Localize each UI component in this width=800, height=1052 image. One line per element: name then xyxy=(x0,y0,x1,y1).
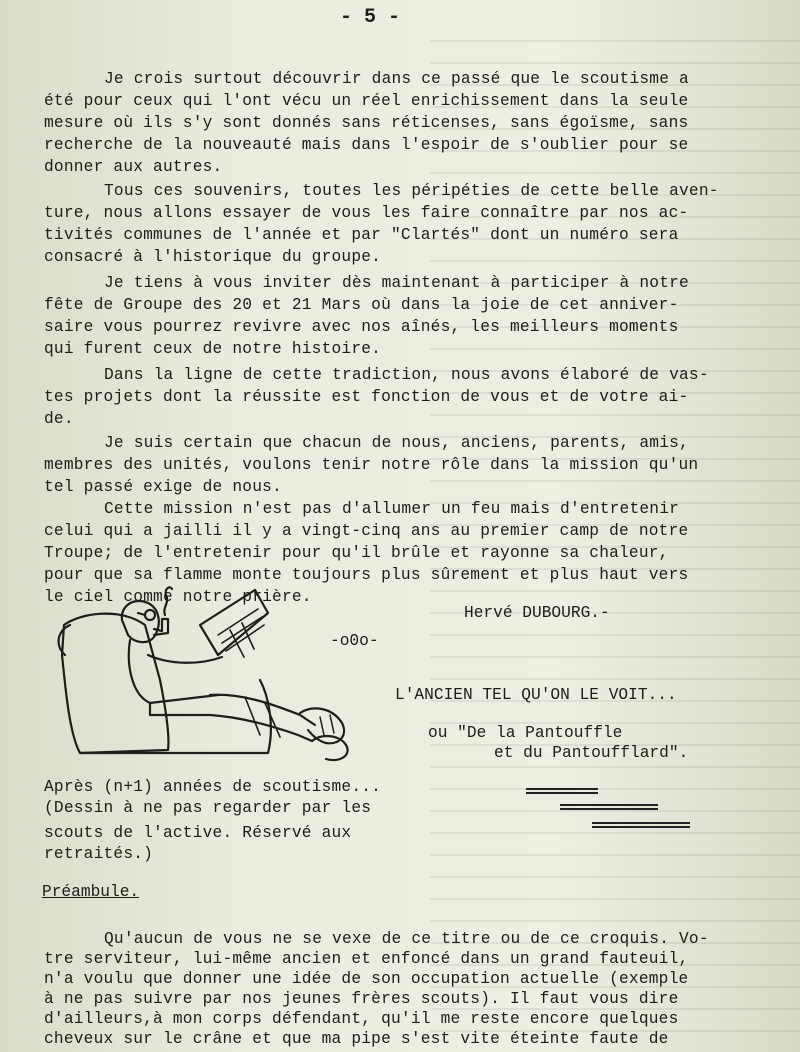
armchair-arm xyxy=(59,625,70,655)
text-line: Je crois surtout découvrir dans ce passé que le scoutisme a xyxy=(104,70,689,88)
text-line: membres des unités, voulons tenir notre rôle dans la mission qu'un xyxy=(44,456,699,474)
text-line: saire vous pourrez revivre avec nos aînés, les meilleurs moments xyxy=(44,318,679,336)
leg-lower xyxy=(210,715,312,741)
text-line: Dans la ligne de cette tradiction, nous avons élaboré de vas- xyxy=(104,366,709,384)
text-line: tre serviteur, lui-même ancien et enfoncé dans un grand fauteuil, xyxy=(44,950,689,968)
torso xyxy=(129,640,218,703)
text-line: n'a voulu que donner une idée de son occupation actuelle (exemple xyxy=(44,970,689,988)
section-heading: Préambule. xyxy=(42,883,140,901)
text-line: d'ailleurs,à mon corps défendant, qu'il me reste encore quelques xyxy=(44,1010,679,1028)
text-line: tel passé exige de nous. xyxy=(44,478,282,496)
text-line: Je tiens à vous inviter dès maintenant à participer à notre xyxy=(104,274,689,292)
caption-line: (Dessin à ne pas regarder par les xyxy=(44,799,372,817)
cartoon-title: L'ANCIEN TEL QU'ON LE VOIT... xyxy=(395,686,677,704)
cartoon-subtitle: ou "De la Pantouffle xyxy=(428,724,623,742)
text-line: ture, nous allons essayer de vous les faire connaître par nos ac- xyxy=(44,204,689,222)
text-line: fête de Groupe des 20 et 21 Mars où dans la joie de cet anniver- xyxy=(44,296,679,314)
glasses xyxy=(145,610,155,620)
text-line: été pour ceux qui l'ont vécu un réel enrichissement dans la seule xyxy=(44,92,689,110)
signature: Hervé DUBOURG.- xyxy=(464,604,610,622)
double-rule xyxy=(560,804,658,810)
cartoon-subtitle: et du Pantoufflard". xyxy=(494,744,689,762)
page-number: - 5 - xyxy=(340,6,401,29)
pipe-smoke xyxy=(164,587,172,615)
text-line: cheveux sur le crâne et que ma pipe s'est vite éteinte faute de xyxy=(44,1030,669,1048)
text-line: donner aux autres. xyxy=(44,158,223,176)
caption-line: scouts de l'active. Réservé aux xyxy=(44,824,352,842)
armchair-cartoon xyxy=(50,585,360,775)
text-line: pour que sa flamme monte toujours plus sûrement et plus haut vers xyxy=(44,566,689,584)
double-rule xyxy=(526,788,598,794)
double-rule xyxy=(592,822,690,828)
text-line: à ne pas suivre par nos jeunes frères scouts). Il faut vous dire xyxy=(44,990,679,1008)
armchair-back xyxy=(62,614,168,753)
text-line: Troupe; de l'entretenir pour qu'il brûle et rayonne sa chaleur, xyxy=(44,544,669,562)
armchair-seat xyxy=(80,680,271,753)
text-line: mesure où ils s'y sont donnés sans réticenses, sans égoïsme, sans xyxy=(44,114,689,132)
text-line: Tous ces souvenirs, toutes les péripéties de cette belle aven- xyxy=(104,182,719,200)
text-line: consacré à l'historique du groupe. xyxy=(44,248,382,266)
leg-upper xyxy=(210,695,315,725)
separator: -o0o- xyxy=(330,632,379,650)
text-line: Cette mission n'est pas d'allumer un feu mais d'entretenir xyxy=(104,500,680,518)
text-line: tes projets dont la réussite est fonction de vous et de votre ai- xyxy=(44,388,689,406)
caption-line: retraités.) xyxy=(44,845,154,863)
text-line: de. xyxy=(44,410,74,428)
text-line: celui qui a jailli il y a vingt-cinq ans au premier camp de notre xyxy=(44,522,689,540)
text-line: qui furent ceux de notre histoire. xyxy=(44,340,382,358)
text-line: Qu'aucun de vous ne se vexe de ce titre ou de ce croquis. Vo- xyxy=(104,930,709,948)
text-line: tivités communes de l'année et par "Clartés" dont un numéro sera xyxy=(44,226,679,244)
text-line: recherche de la nouveauté mais dans l'espoir de s'oublier pour se xyxy=(44,136,689,154)
text-line: le ciel comme notre prière. xyxy=(44,588,312,606)
text-line: Je suis certain que chacun de nous, anciens, parents, amis, xyxy=(104,434,689,452)
caption-line: Après (n+1) années de scoutisme... xyxy=(44,778,382,796)
